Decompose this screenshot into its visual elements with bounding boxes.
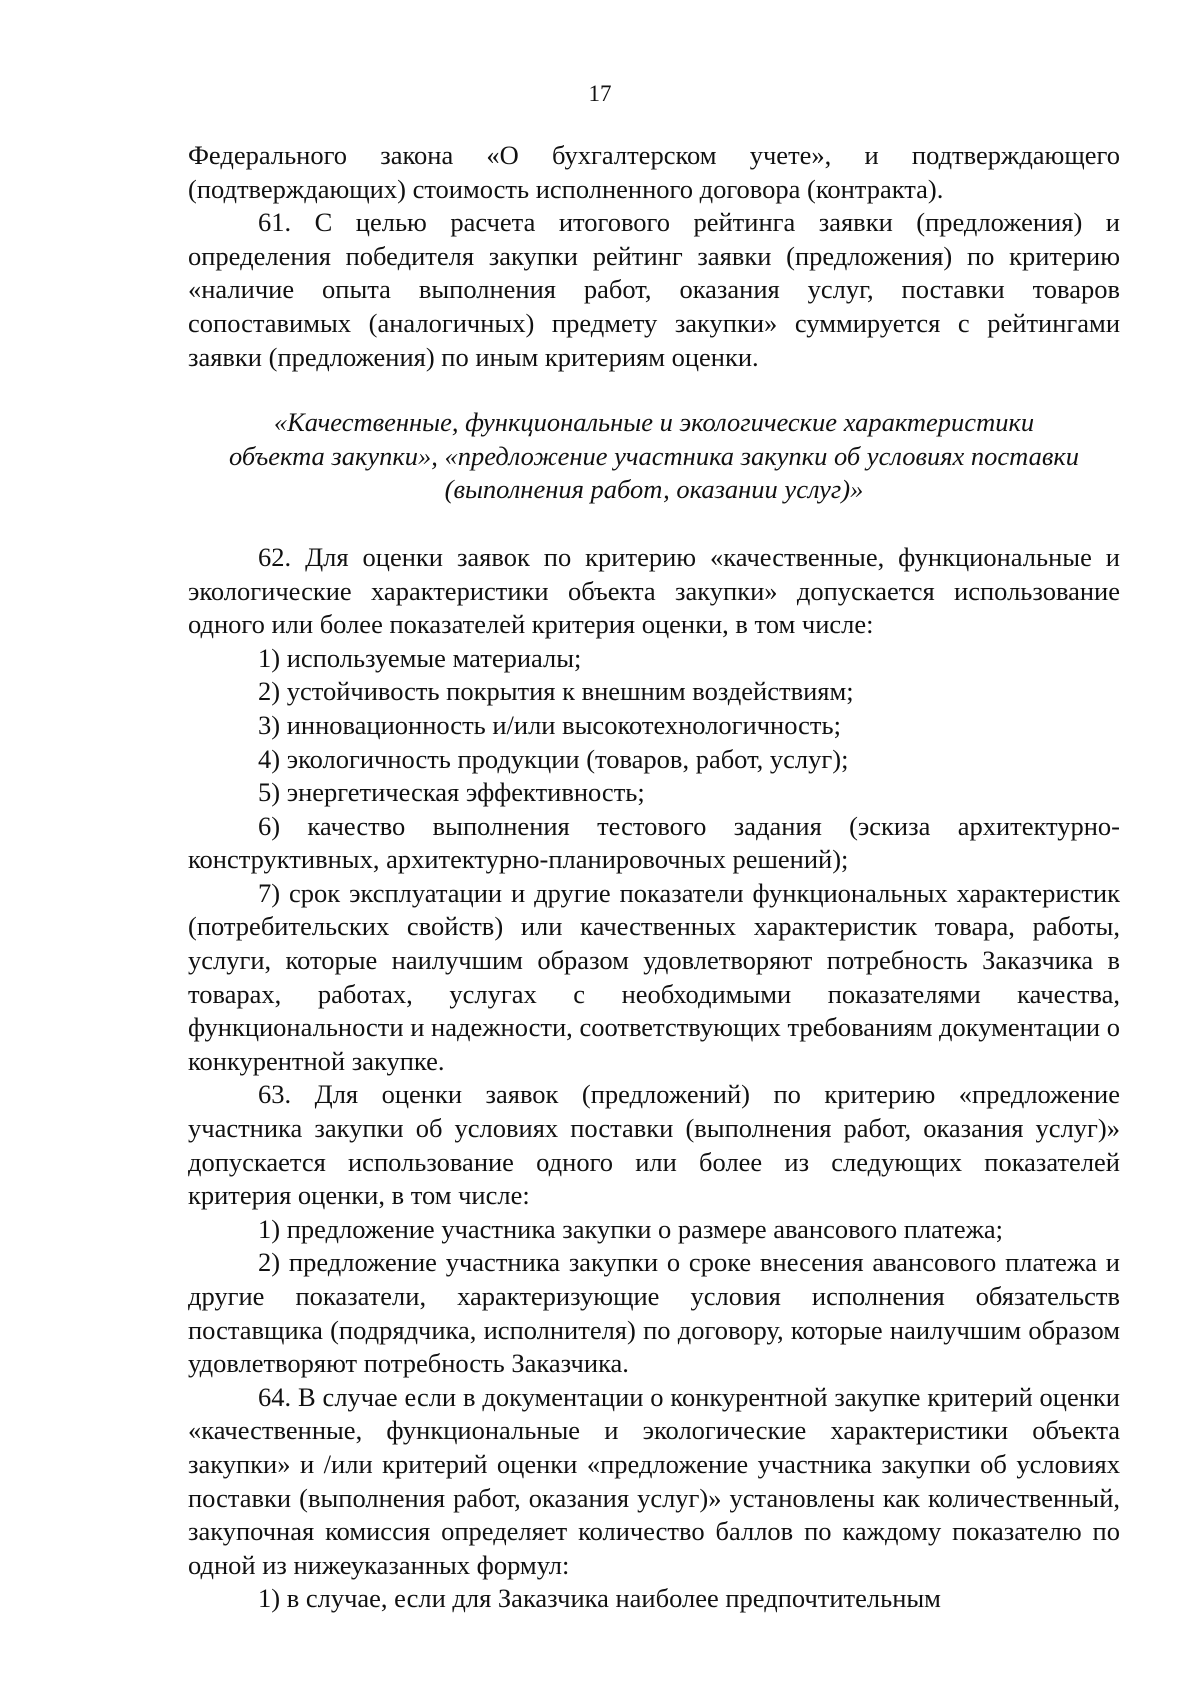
list-item-62-1: 1) используемые материалы; bbox=[258, 642, 582, 673]
paragraph-62: 62. Для оценки заявок по критерию «качественные, функциональные и экологические характеристики объекта закупки» допускается использование одного или более показателей критерия оценки, в том числе: bbox=[188, 541, 1120, 640]
section-heading-line-2: объекта закупки», «предложение участника закупки об условиях поставки bbox=[228, 440, 1080, 471]
paragraph-63: 63. Для оценки заявок (предложений) по критерию «предложение участника закупки об условиях поставки (выполнения работ, оказания услуг)» допускается использование одного или более из следующих показателей критерия оценки, в том числе: bbox=[188, 1079, 1120, 1211]
document-body bbox=[188, 139, 1120, 1616]
paragraph-61: 61. С целью расчета итогового рейтинга заявки (предложения) и определения победителя закупки рейтинг заявки (предложения) по критерию «наличие опыта выполнения работ, оказания услуг, поставки товаров сопоставимых (аналогичных) предмету закупки» суммируется с рейтингами заявки (предложения) по иным критериям оценки. bbox=[188, 207, 1120, 372]
section-heading bbox=[188, 406, 1120, 507]
list-item-64-1: 1) в случае, если для Заказчика наиболее предпочтительным bbox=[258, 1583, 941, 1614]
section-heading-line-1: «Качественные, функциональные и экологические характеристики bbox=[273, 407, 1035, 438]
list-item-62-7: 7) срок эксплуатации и другие показатели функциональных характеристик (потребительских свойств) или качественных характеристик товара, работы, услуги, которые наилучшим образом удовлетворяют потребность Заказчика в товарах, работах, услугах с необходимыми показателями качества, функциональности и надежности, соответствующих требованиям документации о конкурентной закупке. bbox=[188, 877, 1120, 1076]
page-number: 17 bbox=[588, 81, 612, 106]
section-heading-line-3: (выполнения работ, оказании услуг)» bbox=[444, 474, 864, 505]
list-item-62-5: 5) энергетическая эффективность; bbox=[258, 777, 645, 808]
paragraph-64: 64. В случае если в документации о конкурентной закупке критерий оценки «качественные, функциональные и экологические характеристики объекта закупки» и /или критерий оценки «предложение участника закупки об условиях поставки (выполнения работ, оказания услуг)» установлены как количественный, закупочная комиссия определяет количество баллов по каждому показателю по одной из нижеуказанных формул: bbox=[188, 1381, 1120, 1580]
list-item-62-2: 2) устойчивость покрытия к внешним воздействиям; bbox=[258, 676, 854, 707]
list-item-63-1: 1) предложение участника закупки о размере авансового платежа; bbox=[258, 1213, 1004, 1244]
list-item-63-2: 2) предложение участника закупки о сроке внесения авансового платежа и другие показатели, характеризующие условия исполнения обязательств поставщика (подрядчика, исполнителя) по договору, которые наилучшим образом удовлетворяют потребность Заказчика. bbox=[188, 1247, 1120, 1379]
list-item-62-3: 3) инновационность и/или высокотехнологичность; bbox=[258, 709, 841, 740]
list-item-62-4: 4) экологичность продукции (товаров, работ, услуг); bbox=[258, 743, 849, 774]
paragraph-continuation: Федерального закона «О бухгалтерском учете», и подтверждающего (подтверждающих) стоимость исполненного договора (контракта). bbox=[188, 140, 1120, 204]
list-item-62-6: 6) качество выполнения тестового задания (эскиза архитектурно-конструктивных, архитектурно-планировочных решений); bbox=[188, 810, 1120, 875]
